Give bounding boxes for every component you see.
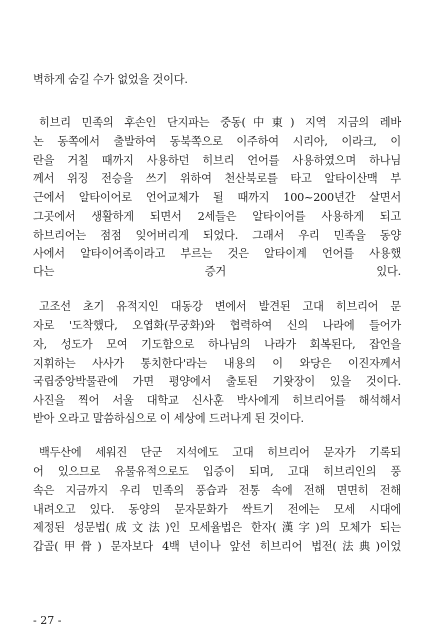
text-line: 벽하게 숨길 수가 없었을 것이다. <box>33 73 188 86</box>
text-line: 그곳에서 생활하게 되면서 2세들은 알타이어를 사용하게 되고 <box>33 210 401 223</box>
text-line: 어 있으므로 유물유적으로도 입증이 되며, 고대 히브리인의 풍 <box>33 465 401 478</box>
text-line: 히브리 민족의 후손인 단지파는 중동(中東) 지역 지금의 레바 <box>39 116 401 129</box>
text-line: 제정된 성문법(成文法)인 모세율법은 한자(漢字)의 모체가 되는 <box>33 521 401 534</box>
text-line: 백두산에 세워진 단군 지석에도 고대 히브리어 문자가 기록되 <box>39 446 401 459</box>
page-number: - 27 - <box>33 614 62 627</box>
text-line: 근에서 알타이어로 언어교체가 될 때까지 100~200년간 살면서 <box>33 191 401 204</box>
text-line: 사에서 알타이어족이라고 부르는 것은 알타이계 언어를 사용했 <box>33 247 401 260</box>
text-line: 지휘하는 사사가 통치한다'라는 내용의 이 와당은 이진자께서 <box>33 357 401 370</box>
text-line: 하브리어는 점점 잊어버리게 되었다. 그래서 우리 민족을 동양 <box>33 229 401 242</box>
text-line: 논 동쪽에서 출발하여 동북쪽으로 이주하여 시리아, 이라크, 이 <box>33 135 401 148</box>
text-line: 자로 '도착했다, 오엽화(무궁화)와 협력하여 신의 나라에 들어가 <box>33 319 401 332</box>
text-line: 내려오고 있다. 동양의 문자문화가 싹트기 전에는 모세 시대에 <box>33 503 401 516</box>
text-line: 께서 위징 전승을 쓰기 위하여 천산북로를 타고 알타이산맥 부 <box>33 172 401 185</box>
text-line: 속은 지금까지 우리 민족의 풍습과 전통 속에 전해 면면히 전해 <box>33 484 401 497</box>
text-line: 받아 오라고 말씀하심으로 이 세상에 드러나게 된 것이다. <box>33 412 304 425</box>
text-line: 고조선 초기 유적지인 대동강 변에서 발견된 고대 히브리어 문 <box>39 300 401 313</box>
text-line: 사진을 찍어 서울 대학교 신사훈 박사에게 히브리어를 해석해서 <box>33 394 401 407</box>
text-line: 국립중앙박물관에 가면 평양에서 출토된 기왓장이 있을 것이다. <box>33 375 401 388</box>
text-line: 다는 증거 있다. <box>33 265 401 278</box>
text-line: 갑골(甲骨) 문자보다 4백 년이나 앞선 히브리어 법전(法典)이었 <box>33 540 401 553</box>
text-line: 란을 거칠 때까지 사용하던 히브리 언어를 사용하였으며 하나님 <box>33 154 401 167</box>
text-line: 자, 성도가 모여 기도함으로 하나님의 나라가 회복된다, 잡언을 <box>33 338 401 351</box>
